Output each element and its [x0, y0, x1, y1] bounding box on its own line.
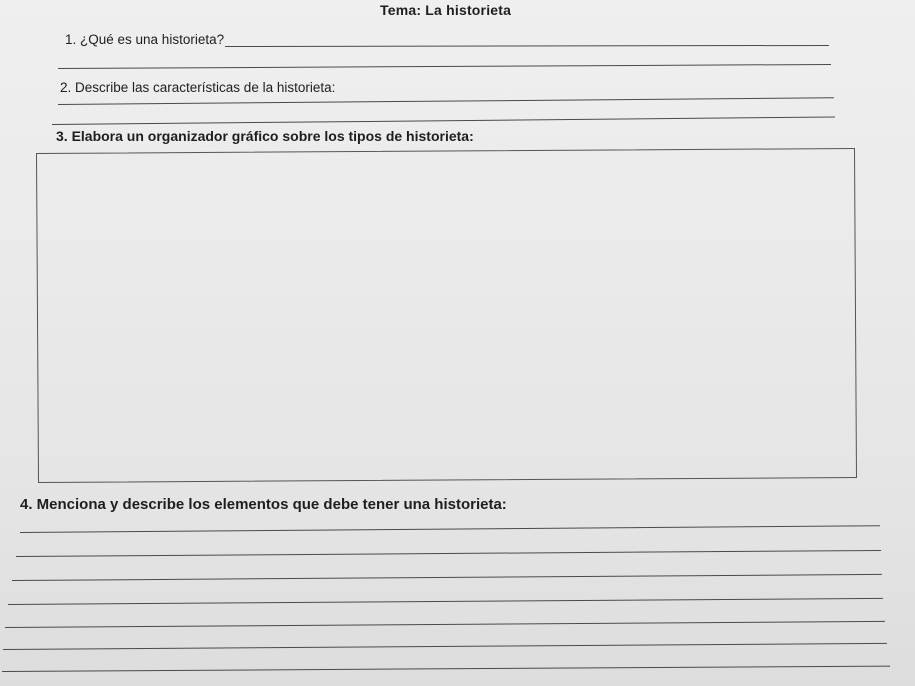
- answer-line-q4-5[interactable]: [5, 621, 885, 628]
- question-2-label: 2. Describe las características de la historieta:: [60, 80, 336, 95]
- answer-line-q4-7[interactable]: [2, 666, 890, 672]
- answer-line-q4-3[interactable]: [12, 574, 882, 581]
- answer-line-q1-2[interactable]: [58, 64, 831, 69]
- question-3-label: 3. Elabora un organizador gráfico sobre los tipos de historieta:: [56, 128, 474, 144]
- answer-line-q2-1[interactable]: [58, 97, 834, 105]
- answer-line-q1-1[interactable]: [225, 45, 829, 47]
- answer-line-q4-2[interactable]: [16, 550, 881, 557]
- question-4-label: 4. Menciona y describe los elementos que debe tener una historieta:: [20, 496, 507, 513]
- worksheet-title: Tema: La historieta: [380, 2, 512, 18]
- graphic-organizer-box[interactable]: [36, 148, 857, 483]
- answer-line-q4-1[interactable]: [20, 525, 880, 533]
- answer-line-q2-2[interactable]: [52, 116, 835, 125]
- question-1-label: 1. ¿Qué es una historieta?: [65, 32, 225, 47]
- answer-line-q4-4[interactable]: [8, 598, 883, 605]
- answer-line-q4-6[interactable]: [3, 643, 887, 650]
